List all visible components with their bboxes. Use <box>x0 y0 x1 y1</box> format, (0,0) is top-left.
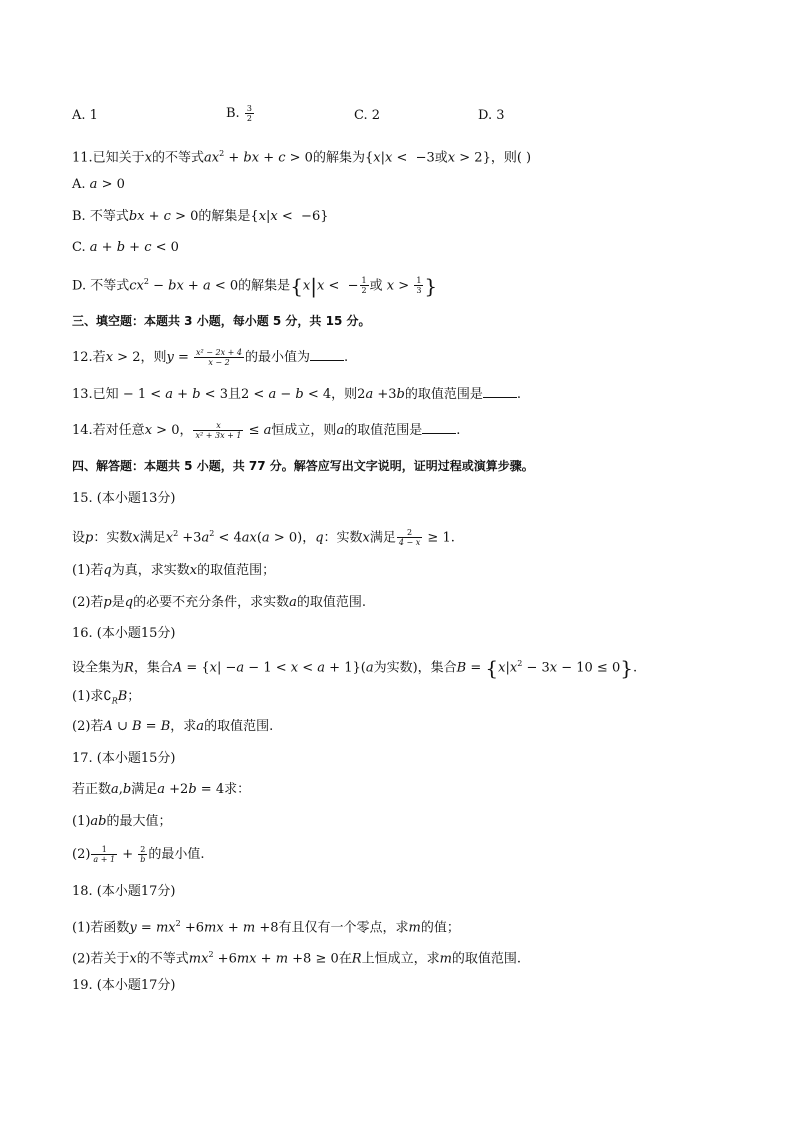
option-b[interactable]: B. $\frac{3}{2}$ <box>226 104 252 123</box>
q15-part-2: (2)若p是q的必要不充分条件，求实数a的取值范围. <box>72 595 367 610</box>
option-d[interactable]: D. 3 <box>478 108 505 123</box>
q11-option-c[interactable]: C. a + b + c < 0 <box>72 240 179 255</box>
q15-part-1: (1)若q为真，求实数x的取值范围； <box>72 563 276 578</box>
q17-part-1: (1)ab的最大值； <box>72 814 172 829</box>
q14-answer-blank[interactable] <box>422 421 456 434</box>
option-b-fraction: $\frac{3}{2}$ <box>246 104 252 123</box>
q16-stem: 设全集为R，集合A = {x| −a − 1 < x < a + 1}(a为实数)，集合$B = \{x|x^2 - 3x - 10 \le 0\}$. <box>72 655 638 680</box>
option-a[interactable]: A. 1 <box>72 108 98 123</box>
q17-header: 17. (本小题15分) <box>72 751 176 766</box>
option-a-value: 1 <box>89 108 98 123</box>
section-3-heading: 三、填空题：本题共 3 小题，每小题 5 分，共 15 分。 <box>72 314 371 328</box>
q16-part-2: (2)若A ∪ B = B，求a的取值范围. <box>72 719 274 734</box>
option-c-value: 2 <box>371 108 381 123</box>
q18-part-1: (1)若函数$y = mx^2 +6mx + m +8$有且仅有一个零点，求m的值； <box>72 919 460 936</box>
option-d-value: 3 <box>496 108 505 123</box>
q19-header: 19. (本小题17分) <box>72 978 176 993</box>
q12: 12.若x > 2，则y = $\frac{\text{x² − 2x + 4}}{x - 2}$ 的最小值为 . <box>72 348 349 367</box>
q11-option-d[interactable]: D. 不等式$cx^2$ − bx + a < 0的解集是{x|x < − $\frac{1}{2}$ 或 x > $\frac{1}{3}$ } <box>72 273 438 298</box>
q18-header: 18. (本小题17分) <box>72 884 176 899</box>
q16-header: 16. (本小题15分) <box>72 626 176 641</box>
q16-part-1: (1)求$∁_RB$； <box>72 689 141 706</box>
q15-header: 15. (本小题13分) <box>72 491 176 506</box>
q12-answer-blank[interactable] <box>310 348 344 361</box>
q13: 13.已知 − 1 < a + b < 3且2 < a − b < 4，则2a +3b的取值范围是 . <box>72 387 521 402</box>
q11-option-a[interactable]: A. a > 0 <box>72 177 125 192</box>
q15-stem: 设p：实数x满足$x^2 +3a^2 < 4ax(a > 0)$，q：实数x满足 $\frac{2}{4 - x}$ ≥ 1. <box>72 528 455 548</box>
q18-part-2: (2)若关于x的不等式$mx^2 +6mx + m +8 \ge 0$在R上恒成立，求m的取值范围. <box>72 950 522 967</box>
section-4-heading: 四、解答题：本题共 5 小题，共 77 分。解答应写出文字说明，证明过程或演算步骤。 <box>72 459 534 473</box>
q14: 14.若对任意x > 0， $\frac{x}{\text{x² + 3x + 1}}$ ≤ a恒成立，则a的取值范围是 . <box>72 421 461 440</box>
q11-option-b[interactable]: B. 不等式bx + c > 0的解集是{x|x < −6} <box>72 209 329 224</box>
q17-part-2: (2) $\frac{1}{a + 1}$ + $\frac{2}{b}$ 的最小值. <box>72 845 205 864</box>
q11-stem: 11.已知关于x的不等式$ax^2$ + bx + c > 0的解集为{x|x < −3或x > 2}，则( ) <box>72 149 532 166</box>
option-c[interactable]: C. 2 <box>354 108 381 123</box>
q17-stem: 若正数a,b满足a +2b = 4求： <box>72 782 251 797</box>
q13-answer-blank[interactable] <box>483 385 517 398</box>
